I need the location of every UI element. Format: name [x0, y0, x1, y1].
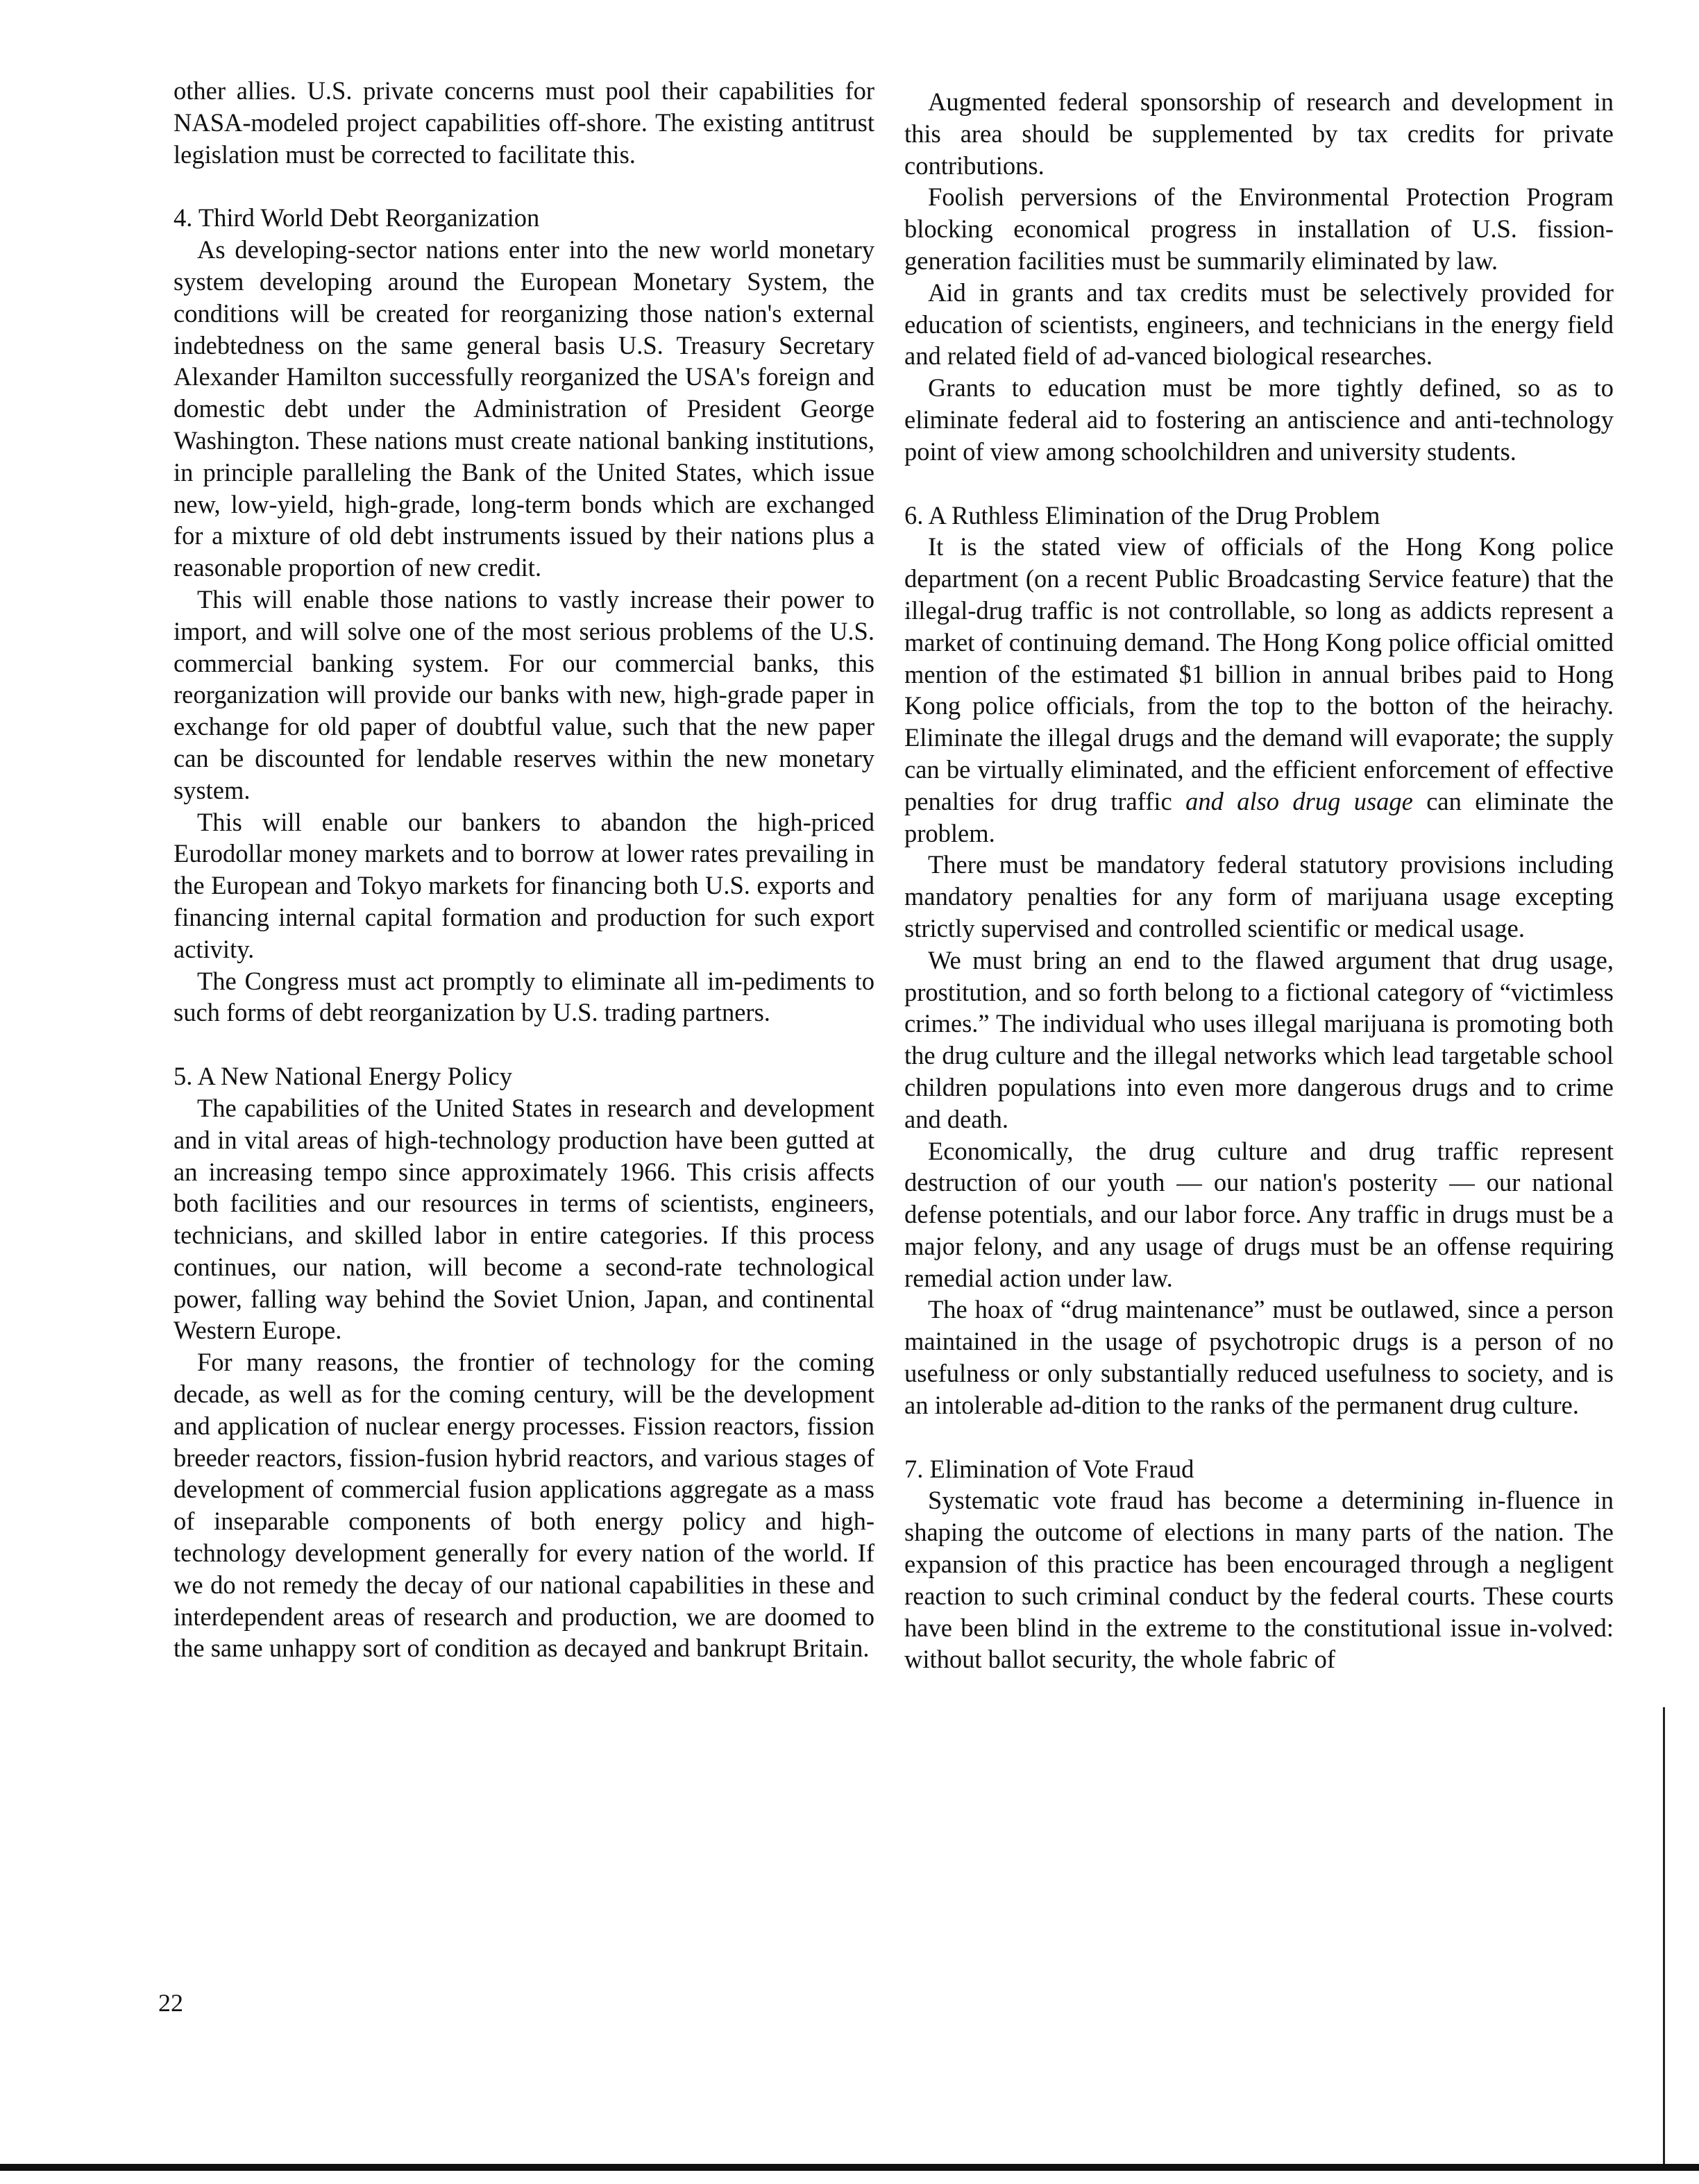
energy-continuation-paragraph: Aid in grants and tax credits must be selectively provided for education of scientists, engineers, and technicians in the energy field and related field of ad-vanced biological researches. [904, 278, 1614, 371]
section-4-paragraph: This will enable our bankers to abandon the high-priced Eurodollar money markets and to borrow at lower rates prevailing in the European and Tokyo markets for financing both U.S. exports and financing internal capital formation and production for such export activity. [174, 807, 874, 963]
section-7-paragraph: Systematic vote fraud has become a determining in-fluence in shaping the outcome of elections in many parts of the nation. The expansion of this practice has been encouraged through a negligent reaction to such criminal conduct by the federal courts. These courts have been blind in the extreme to the constitutional issue in-volved: without ballot security, the whole fabric of [904, 1486, 1614, 1674]
section-7-heading: 7. Elimination of Vote Fraud [904, 1454, 1194, 1483]
section-6-heading: 6. A Ruthless Elimination of the Drug Problem [904, 500, 1380, 530]
section-6-paragraph [904, 531, 1614, 849]
section-6-text: It is the stated view of officials of the Hong Kong police department (on a recent Public Broadcasting Service feature) that the illegal-drug traffic is not controllable, so long as addicts represent a market of continuing demand. The Hong Kong police official omitted mention of the estimated $1 billion in annual bribes paid to Hong Kong police officials, from the top to the botton of the heirachy. Eliminate the illegal drugs and the demand will evaporate; the supply can be virtually eliminated, and the efficient enforcement of effective penalties for drug traffic [904, 532, 1614, 815]
left-column [174, 75, 874, 1664]
section-6-text-tail: can eliminate the problem. [904, 786, 1614, 847]
section-5-paragraph: The capabilities of the United States in research and development and in vital areas of high-technology production have been gutted at an increasing tempo since approximately 1966. This crisis affects both facilities and our resources in terms of scientists, engineers, technicians, and skilled labor in entire categories. If this process continues, our nation, will become a second-rate technological power, falling way behind the Soviet Union, Japan, and continental Western Europe. [174, 1093, 874, 1345]
right-column [904, 86, 1614, 1675]
section-6-paragraph: Economically, the drug culture and drug traffic represent destruction of our youth — our nation's posterity — our national defense potentials, and our labor force. Any traffic in drugs must be a major felony, and any usage of drugs must be an offense requiring remedial action under law. [904, 1136, 1614, 1292]
section-6-paragraph: There must be mandatory federal statutory provisions including mandatory penalties for any form of marijuana usage excepting strictly supervised and controlled scientific or medical usage. [904, 850, 1614, 942]
page-number: 22 [158, 1989, 183, 2017]
section-6-emphasis: and also drug usage [1185, 786, 1413, 815]
section-4-paragraph: As developing-sector nations enter into the new world monetary system developing around the European Monetary System, the conditions will be created for reorganizing those nation's external indebtedness on the same general basis U.S. Treasury Secretary Alexander Hamilton successfully reorganized the USA's foreign and domestic debt under the Administration of President George Washington. These nations must create national banking institutions, in principle paralleling the Bank of the United States, which issue new, low-yield, high-grade, long-term bonds which are exchanged for a mixture of old debt instruments issued by their nations plus a reasonable proportion of new credit. [174, 235, 874, 582]
section-4-paragraph: This will enable those nations to vastly increase their power to import, and will solve one of the most serious problems of the U.S. commercial banking system. For our commercial banks, this reorganization will provide our banks with new, high-grade paper in exchange for old paper of doubtful value, such that the new paper can be discounted for lendable reserves within the new monetary system. [174, 584, 874, 804]
bottom-rule [0, 2164, 1699, 2171]
section-5-paragraph: For many reasons, the frontier of technology for the coming decade, as well as for the coming century, will be the development and application of nuclear energy processes. Fission reactors, fission breeder reactors, fission-fusion hybrid reactors, and various stages of development of commercial fusion applications aggregate as a mass of inseparable components of both energy policy and high-technology development generally for every nation of the world. If we do not remedy the decay of our national capabilities in these and interdependent areas of research and production, we are doomed to the same unhappy sort of condition as decayed and bankrupt Britain. [174, 1348, 874, 1663]
energy-continuation-paragraph: Augmented federal sponsorship of research and development in this area should be supplemented by tax credits for private contributions. [904, 87, 1614, 180]
energy-continuation-paragraph: Grants to education must be more tightly defined, so as to eliminate federal aid to fostering an antiscience and anti-technology point of view among schoolchildren and university students. [904, 373, 1614, 466]
section-5-heading: 5. A New National Energy Policy [174, 1062, 512, 1091]
section-6-paragraph: We must bring an end to the flawed argument that drug usage, prostitution, and so forth belong to a fictional category of “victimless crimes.” The individual who uses illegal marijuana is promoting both the drug culture and the illegal networks which lead targetable school children populations into even more dangerous drugs and to crime and death. [904, 945, 1614, 1133]
page-edge-line [1663, 1707, 1665, 2165]
energy-continuation-paragraph: Foolish perversions of the Environmental Protection Program blocking economical progress in installation of U.S. fission-generation facilities must be summarily eliminated by law. [904, 183, 1614, 275]
section-4-paragraph: The Congress must act promptly to eliminate all im-pediments to such forms of debt reorganization by U.S. trading partners. [174, 966, 874, 1027]
intro-paragraph: other allies. U.S. private concerns must pool their capabilities for NASA-modeled project capabilities off-shore. The existing antitrust legislation must be corrected to facilitate this. [174, 76, 874, 169]
section-4-heading: 4. Third World Debt Reorganization [174, 203, 540, 232]
section-6-paragraph: The hoax of “drug maintenance” must be outlawed, since a person maintained in the usage of psychotropic drugs is a person of no usefulness or only substantially reduced usefulness to society, and is an intolerable ad-dition to the ranks of the permanent drug culture. [904, 1295, 1614, 1419]
